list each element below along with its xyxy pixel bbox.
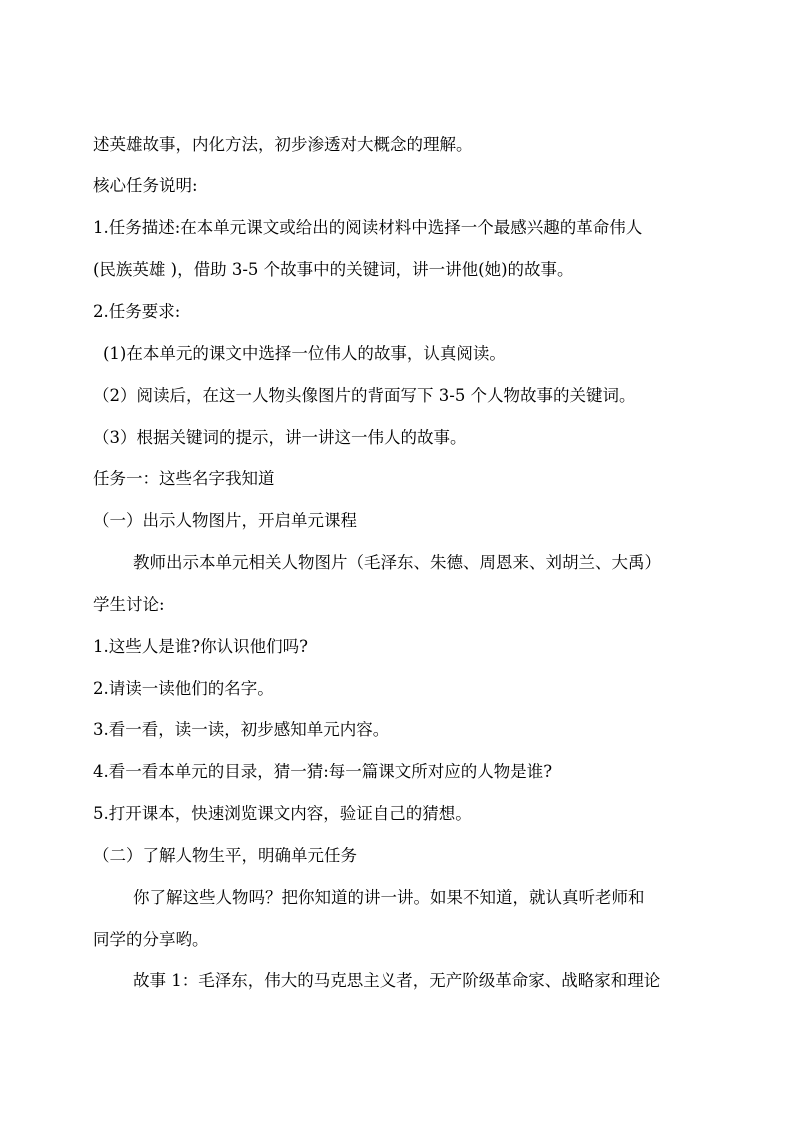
list-item: 2.请读一读他们的名字。 xyxy=(93,679,274,698)
list-item: 3.看一看，读一读，初步感知单元内容。 xyxy=(93,720,390,739)
paragraph-line: 故事 1：毛泽东，伟大的马克思主义者，无产阶级革命家、战略家和理论 xyxy=(133,971,661,990)
text-line: 学生讨论: xyxy=(93,595,165,614)
section-heading: 核心任务说明: xyxy=(93,176,198,195)
list-item: （2）阅读后，在这一人物头像图片的背面写下 3-5 个人物故事的关键词。 xyxy=(93,386,636,405)
paragraph-line: 你了解这些人物吗？把你知道的讲一讲。如果不知道，就认真听老师和 xyxy=(133,888,645,907)
text-line: (民族英雄 )，借助 3-5 个故事中的关键词，讲一讲他(她)的故事。 xyxy=(93,260,574,279)
list-item: 1.这些人是谁?你认识他们吗? xyxy=(93,637,308,656)
subsection-heading: （二）了解人物生平，明确单元任务 xyxy=(93,846,357,865)
list-item: (1)在本单元的课文中选择一位伟人的故事，认真阅读。 xyxy=(103,344,506,363)
section-heading: 任务一：这些名字我知道 xyxy=(93,469,275,488)
section-heading: 2.任务要求: xyxy=(93,302,181,321)
paragraph-line: 教师出示本单元相关人物图片（毛泽东、朱德、周恩来、刘胡兰、大禹） xyxy=(133,553,661,572)
text-line: 1.任务描述:在本单元课文或给出的阅读材料中选择一个最感兴趣的革命伟人 xyxy=(93,218,643,237)
list-item: （3）根据关键词的提示，讲一讲这一伟人的故事。 xyxy=(93,428,467,447)
paragraph-line: 同学的分享哟。 xyxy=(93,930,209,949)
list-item: 5.打开课本，快速浏览课文内容，验证自己的猜想。 xyxy=(93,804,472,823)
subsection-heading: （一）出示人物图片，开启单元课程 xyxy=(93,511,357,530)
text-line: 述英雄故事，内化方法，初步渗透对大概念的理解。 xyxy=(93,135,473,154)
list-item: 4.看一看本单元的目录，猜一猜:每一篇课文所对应的人物是谁? xyxy=(93,762,553,781)
